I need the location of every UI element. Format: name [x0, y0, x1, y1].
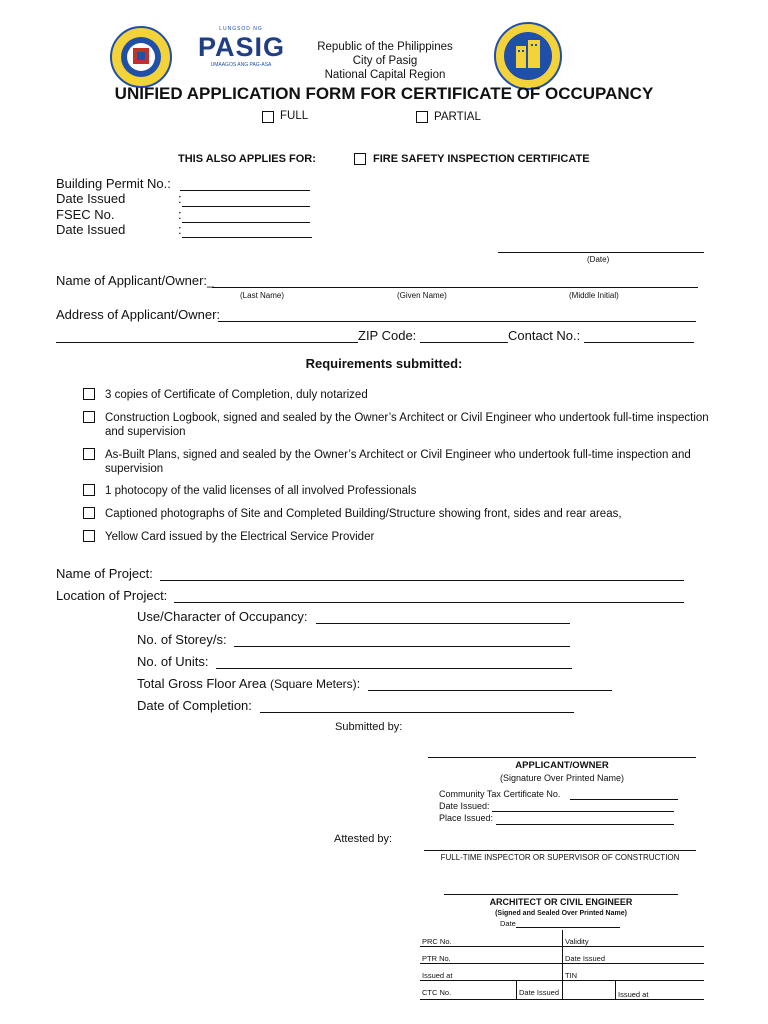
requirement-checkbox-1[interactable]: [83, 388, 95, 400]
ctc-date-issued-label: Date Issued:: [439, 801, 490, 811]
header-republic: Republic of the Philippines: [317, 41, 453, 53]
architect-date-field[interactable]: [516, 927, 620, 928]
architect-caption: (Signed and Sealed Over Printed Name): [495, 910, 627, 917]
storeys-label: No. of Storey/s:: [137, 632, 227, 647]
fsec-label: FSEC No.: [56, 207, 115, 222]
address-label: Address of Applicant/Owner:: [56, 307, 221, 322]
requirement-checkbox-5[interactable]: [83, 507, 95, 519]
requirement-text-6: Yellow Card issued by the Electrical Service Provider: [105, 531, 375, 543]
submitted-by-label: Submitted by:: [335, 721, 403, 733]
ctc-place-issued-label: Place Issued:: [439, 813, 494, 823]
ptr-issued-at-label[interactable]: Issued at: [420, 964, 563, 981]
ptr-date-issued-label[interactable]: Date Issued: [563, 947, 705, 964]
ctc-no-label[interactable]: [420, 981, 563, 1000]
date-issued-label-1: Date Issued: [56, 191, 126, 206]
applicant-name-field[interactable]: [212, 287, 698, 288]
architect-signature-field[interactable]: [444, 894, 678, 895]
table-row: [420, 947, 704, 964]
address-field-2[interactable]: [56, 342, 358, 343]
fsic-checkbox[interactable]: [354, 153, 366, 165]
ptr-label[interactable]: PTR No.: [420, 947, 563, 964]
requirement-checkbox-2[interactable]: [83, 411, 95, 423]
building-permit-field[interactable]: [180, 190, 310, 191]
header-region: National Capital Region: [324, 69, 446, 81]
pasig-brand-top: LUNGSOD NG: [219, 26, 263, 32]
requirements-heading: Requirements submitted:: [305, 356, 463, 371]
zip-field[interactable]: [420, 342, 508, 343]
contact-field[interactable]: [584, 342, 694, 343]
applies-label: THIS ALSO APPLIES FOR:: [178, 153, 316, 165]
middle-initial-caption: (Middle Initial): [569, 291, 619, 300]
date-issued-field-1[interactable]: [182, 206, 310, 207]
partial-label: PARTIAL: [434, 111, 481, 123]
credentials-table: [420, 930, 704, 1000]
inspector-signature-field[interactable]: [424, 850, 696, 851]
given-name-caption: (Given Name): [397, 291, 447, 300]
fsic-label: FIRE SAFETY INSPECTION CERTIFICATE: [373, 153, 590, 165]
full-label: FULL: [280, 110, 309, 122]
pasig-brand-logo: [198, 26, 284, 76]
storeys-field[interactable]: [234, 646, 570, 647]
fsec-field[interactable]: [182, 222, 310, 223]
requirement-text-4: 1 photocopy of the valid licenses of all involved Professionals: [105, 485, 417, 497]
ctc-date-issued-field[interactable]: [492, 811, 674, 812]
header-city: City of Pasig: [352, 55, 418, 67]
ctc-label: Community Tax Certificate No.: [439, 789, 561, 799]
date-caption: (Date): [587, 255, 610, 264]
ctc-issued-at-label[interactable]: Issued at: [616, 981, 705, 1000]
requirement-text-1: 3 copies of Certificate of Completion, duly notarized: [105, 389, 368, 401]
gfa-field[interactable]: [368, 690, 612, 691]
architect-date-label: Date: [500, 919, 516, 928]
date-issued-colon-2: :: [178, 222, 182, 237]
project-location-label: Location of Project:: [56, 588, 168, 603]
zip-label: ZIP Code:: [358, 328, 417, 343]
project-location-field[interactable]: [174, 602, 684, 603]
pasig-brand-wordmark: PASIG: [198, 32, 286, 62]
date-issued-colon-1: :: [178, 191, 182, 206]
inspector-title: FULL-TIME INSPECTOR OR SUPERVISOR OF CONSTRUCTION: [440, 853, 680, 862]
ctc-place-issued-field[interactable]: [496, 824, 674, 825]
applicant-role: APPLICANT/OWNER: [515, 760, 609, 771]
completion-label: Date of Completion:: [137, 698, 252, 713]
partial-checkbox[interactable]: [416, 111, 428, 123]
pasig-city-seal-icon: [110, 26, 172, 88]
contact-label: Contact No.:: [508, 328, 581, 343]
completion-field[interactable]: [260, 712, 574, 713]
project-name-label: Name of Project:: [56, 566, 153, 581]
requirement-text-3: As-Built Plans, signed and sealed by the Owner’s Architect or Civil Engineer who undertook full-time inspection and supervision: [105, 449, 691, 475]
prc-label[interactable]: PRC No.: [420, 930, 563, 947]
occupancy-label: Use/Character of Occupancy:: [137, 609, 308, 624]
project-name-field[interactable]: [160, 580, 684, 581]
table-row: [420, 930, 704, 947]
pasig-brand-tagline: UMAAGOS ANG PAG-ASA: [210, 62, 272, 68]
applicant-signature-field[interactable]: [428, 757, 696, 758]
date-issued-field-2[interactable]: [182, 237, 312, 238]
units-field[interactable]: [216, 668, 572, 669]
occupancy-field[interactable]: [316, 623, 570, 624]
attested-by-label: Attested by:: [334, 833, 393, 845]
building-office-seal-icon: [494, 22, 562, 90]
header-text: [280, 40, 490, 82]
gfa-colon: :: [356, 676, 361, 691]
units-label: No. of Units:: [137, 654, 209, 669]
table-row: [420, 964, 704, 981]
ctc-date-issued-value[interactable]: [563, 981, 616, 1000]
requirement-checkbox-6[interactable]: [83, 530, 95, 542]
validity-label[interactable]: Validity: [563, 930, 705, 947]
requirement-checkbox-3[interactable]: [83, 448, 95, 460]
ctc-no-text: CTC No.: [422, 988, 452, 997]
applicant-name-label: Name of Applicant/Owner:_: [56, 273, 215, 288]
form-title: UNIFIED APPLICATION FORM FOR CERTIFICATE OF OCCUPANCY: [114, 84, 654, 103]
fsec-colon: :: [178, 207, 182, 222]
gfa-label: [137, 676, 360, 691]
table-row: [420, 981, 704, 1000]
gfa-unit: (Square Meters): [269, 677, 357, 691]
address-field[interactable]: [218, 321, 696, 322]
ctc-field[interactable]: [570, 799, 678, 800]
requirement-text-2: Construction Logbook, signed and sealed by the Owner’s Architect or Civil Engineer who undertook full-time inspection and supervision: [105, 412, 709, 438]
building-permit-label: Building Permit No.:: [56, 176, 171, 191]
gfa-label-text: Total Gross Floor Area: [137, 676, 267, 691]
ctc-date-issued-text[interactable]: Date Issued: [517, 981, 563, 999]
date-field[interactable]: [498, 252, 704, 253]
architect-title: ARCHITECT OR CIVIL ENGINEER: [489, 897, 633, 907]
full-checkbox[interactable]: [262, 111, 274, 123]
requirement-text-5: Captioned photographs of Site and Completed Building/Structure showing front, sides and rear areas,: [105, 508, 622, 520]
tin-label[interactable]: TIN: [563, 964, 705, 981]
applicant-sig-caption: (Signature Over Printed Name): [499, 773, 625, 783]
date-issued-label-2: Date Issued: [56, 222, 126, 237]
requirement-checkbox-4[interactable]: [83, 484, 95, 496]
last-name-caption: (Last Name): [240, 291, 285, 300]
